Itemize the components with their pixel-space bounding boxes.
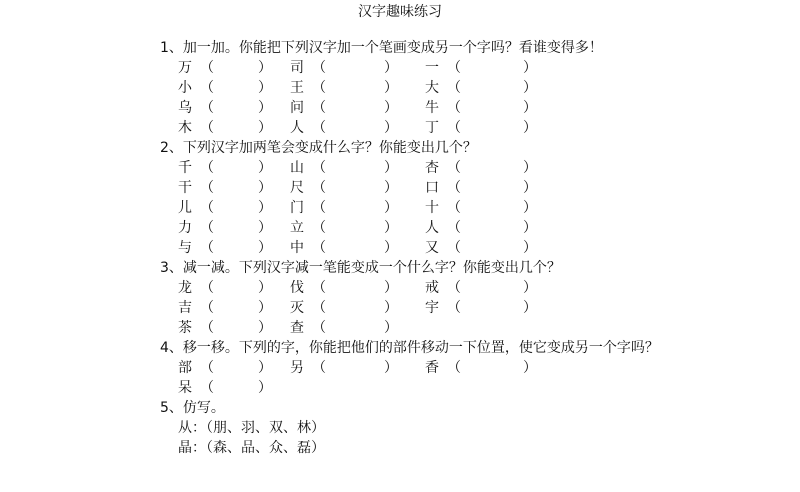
exercise-row: [0, 318, 800, 338]
exercise-item: [290, 218, 398, 238]
exercise-item: [290, 78, 398, 98]
answer-blank[interactable]: （ ）: [447, 300, 537, 316]
answer-blank[interactable]: （ ）: [447, 60, 537, 76]
answer-blank[interactable]: （ ）: [312, 220, 398, 236]
exercise-item: [425, 278, 537, 298]
imitation-line: 晶：（森、品、众、磊）: [178, 440, 325, 456]
answer-blank[interactable]: （ ）: [447, 120, 537, 136]
exercise-character: 小: [178, 80, 192, 96]
exercise-row: [0, 198, 800, 218]
exercise-character: 问: [290, 100, 304, 116]
exercise-row: [0, 178, 800, 198]
exercise-item: [425, 298, 537, 318]
answer-blank[interactable]: （ ）: [312, 360, 398, 376]
answer-blank[interactable]: （ ）: [312, 160, 398, 176]
answer-blank[interactable]: （ ）: [200, 220, 272, 236]
answer-blank[interactable]: （ ）: [200, 60, 272, 76]
exercise-row: [0, 358, 800, 378]
exercise-character: 千: [178, 160, 192, 176]
exercise-item: [178, 218, 272, 238]
exercise-item: [290, 58, 398, 78]
answer-blank[interactable]: （ ）: [312, 120, 398, 136]
page-title: 汉字趣味练习: [358, 4, 442, 20]
exercise-character: 查: [290, 320, 304, 336]
exercise-item: [178, 278, 272, 298]
exercise-character: 王: [290, 80, 304, 96]
exercise-item: [290, 298, 398, 318]
exercise-row: [0, 118, 800, 138]
exercise-item: [425, 58, 537, 78]
answer-blank[interactable]: （ ）: [447, 240, 537, 256]
exercise-character: 宇: [425, 300, 439, 316]
answer-blank[interactable]: （ ）: [447, 180, 537, 196]
exercise-character: 尺: [290, 180, 304, 196]
exercise-item: [290, 118, 398, 138]
exercise-item: [425, 218, 537, 238]
answer-blank[interactable]: （ ）: [200, 380, 272, 396]
exercise-character: 吉: [178, 300, 192, 316]
exercise-character: 中: [290, 240, 304, 256]
exercise-character: 司: [290, 60, 304, 76]
section-heading: 5、仿写。: [160, 400, 225, 416]
answer-blank[interactable]: （ ）: [200, 200, 272, 216]
exercise-character: 乌: [178, 100, 192, 116]
section-heading: 2、下列汉字加两笔会变成什么字？你能变出几个？: [160, 140, 477, 156]
exercise-character: 杏: [425, 160, 439, 176]
exercise-character: 戒: [425, 280, 439, 296]
answer-blank[interactable]: （ ）: [447, 100, 537, 116]
answer-blank[interactable]: （ ）: [312, 280, 398, 296]
exercise-character: 另: [290, 360, 304, 376]
answer-blank[interactable]: （ ）: [312, 80, 398, 96]
answer-blank[interactable]: （ ）: [200, 240, 272, 256]
exercise-item: [178, 298, 272, 318]
exercise-row: [0, 238, 800, 258]
exercise-item: [178, 358, 272, 378]
exercise-row: [0, 98, 800, 118]
exercise-row: [0, 278, 800, 298]
answer-blank[interactable]: （ ）: [447, 360, 537, 376]
exercise-character: 呆: [178, 380, 192, 396]
exercise-item: [425, 178, 537, 198]
answer-blank[interactable]: （ ）: [447, 220, 537, 236]
exercise-character: 山: [290, 160, 304, 176]
exercise-item: [290, 98, 398, 118]
answer-blank[interactable]: （ ）: [447, 80, 537, 96]
answer-blank[interactable]: （ ）: [447, 200, 537, 216]
exercise-item: [178, 58, 272, 78]
exercise-item: [178, 158, 272, 178]
exercise-row: [0, 58, 800, 78]
exercise-row: [0, 78, 800, 98]
exercise-character: 力: [178, 220, 192, 236]
exercise-character: 一: [425, 60, 439, 76]
answer-blank[interactable]: （ ）: [312, 200, 398, 216]
exercise-character: 人: [425, 220, 439, 236]
exercise-item: [290, 198, 398, 218]
exercise-character: 又: [425, 240, 439, 256]
exercise-character: 与: [178, 240, 192, 256]
answer-blank[interactable]: （ ）: [312, 180, 398, 196]
answer-blank[interactable]: （ ）: [312, 240, 398, 256]
answer-blank[interactable]: （ ）: [200, 100, 272, 116]
answer-blank[interactable]: （ ）: [200, 80, 272, 96]
exercise-row: [0, 298, 800, 318]
answer-blank[interactable]: （ ）: [312, 300, 398, 316]
answer-blank[interactable]: （ ）: [200, 120, 272, 136]
exercise-character: 人: [290, 120, 304, 136]
exercise-character: 口: [425, 180, 439, 196]
exercise-character: 丁: [425, 120, 439, 136]
answer-blank[interactable]: （ ）: [312, 320, 398, 336]
answer-blank[interactable]: （ ）: [447, 160, 537, 176]
exercise-character: 龙: [178, 280, 192, 296]
exercise-character: 木: [178, 120, 192, 136]
exercise-character: 大: [425, 80, 439, 96]
exercise-character: 香: [425, 360, 439, 376]
exercise-item: [425, 198, 537, 218]
exercise-character: 灭: [290, 300, 304, 316]
exercise-character: 伐: [290, 280, 304, 296]
section-heading: 3、减一减。下列汉字减一笔能变成一个什么字？你能变出几个？: [160, 260, 561, 276]
section-heading: 1、加一加。你能把下列汉字加一个笔画变成另一个字吗？看谁变得多！: [160, 40, 603, 56]
exercise-item: [425, 118, 537, 138]
exercise-character: 立: [290, 220, 304, 236]
exercise-item: [290, 158, 398, 178]
answer-blank[interactable]: （ ）: [200, 180, 272, 196]
exercise-item: [290, 358, 398, 378]
exercise-item: [425, 158, 537, 178]
exercise-row: [0, 158, 800, 178]
imitation-line: 从：（朋、羽、双、林）: [178, 420, 325, 436]
exercise-item: [178, 78, 272, 98]
exercise-item: [290, 238, 398, 258]
exercise-item: [178, 198, 272, 218]
exercise-character: 十: [425, 200, 439, 216]
exercise-item: [290, 278, 398, 298]
exercise-item: [290, 178, 398, 198]
exercise-item: [178, 178, 272, 198]
exercise-item: [425, 358, 537, 378]
exercise-item: [178, 238, 272, 258]
exercise-item: [178, 318, 272, 338]
exercise-character: 牛: [425, 100, 439, 116]
answer-blank[interactable]: （ ）: [200, 320, 272, 336]
exercise-item: [425, 238, 537, 258]
answer-blank[interactable]: （ ）: [312, 100, 398, 116]
answer-blank[interactable]: （ ）: [200, 360, 272, 376]
exercise-item: [290, 318, 398, 338]
answer-blank[interactable]: （ ）: [200, 300, 272, 316]
exercise-row: [0, 378, 800, 398]
exercise-character: 干: [178, 180, 192, 196]
exercise-item: [425, 78, 537, 98]
exercise-item: [178, 378, 272, 398]
section-heading: 4、移一移。下列的字，你能把他们的部件移动一下位置，使它变成另一个字吗？: [160, 340, 659, 356]
answer-blank[interactable]: （ ）: [447, 280, 537, 296]
answer-blank[interactable]: （ ）: [200, 160, 272, 176]
exercise-item: [425, 98, 537, 118]
exercise-character: 万: [178, 60, 192, 76]
answer-blank[interactable]: （ ）: [312, 60, 398, 76]
exercise-item: [178, 118, 272, 138]
exercise-row: [0, 218, 800, 238]
exercise-character: 茶: [178, 320, 192, 336]
exercise-character: 儿: [178, 200, 192, 216]
exercise-character: 门: [290, 200, 304, 216]
answer-blank[interactable]: （ ）: [200, 280, 272, 296]
exercise-character: 部: [178, 360, 192, 376]
exercise-item: [178, 98, 272, 118]
